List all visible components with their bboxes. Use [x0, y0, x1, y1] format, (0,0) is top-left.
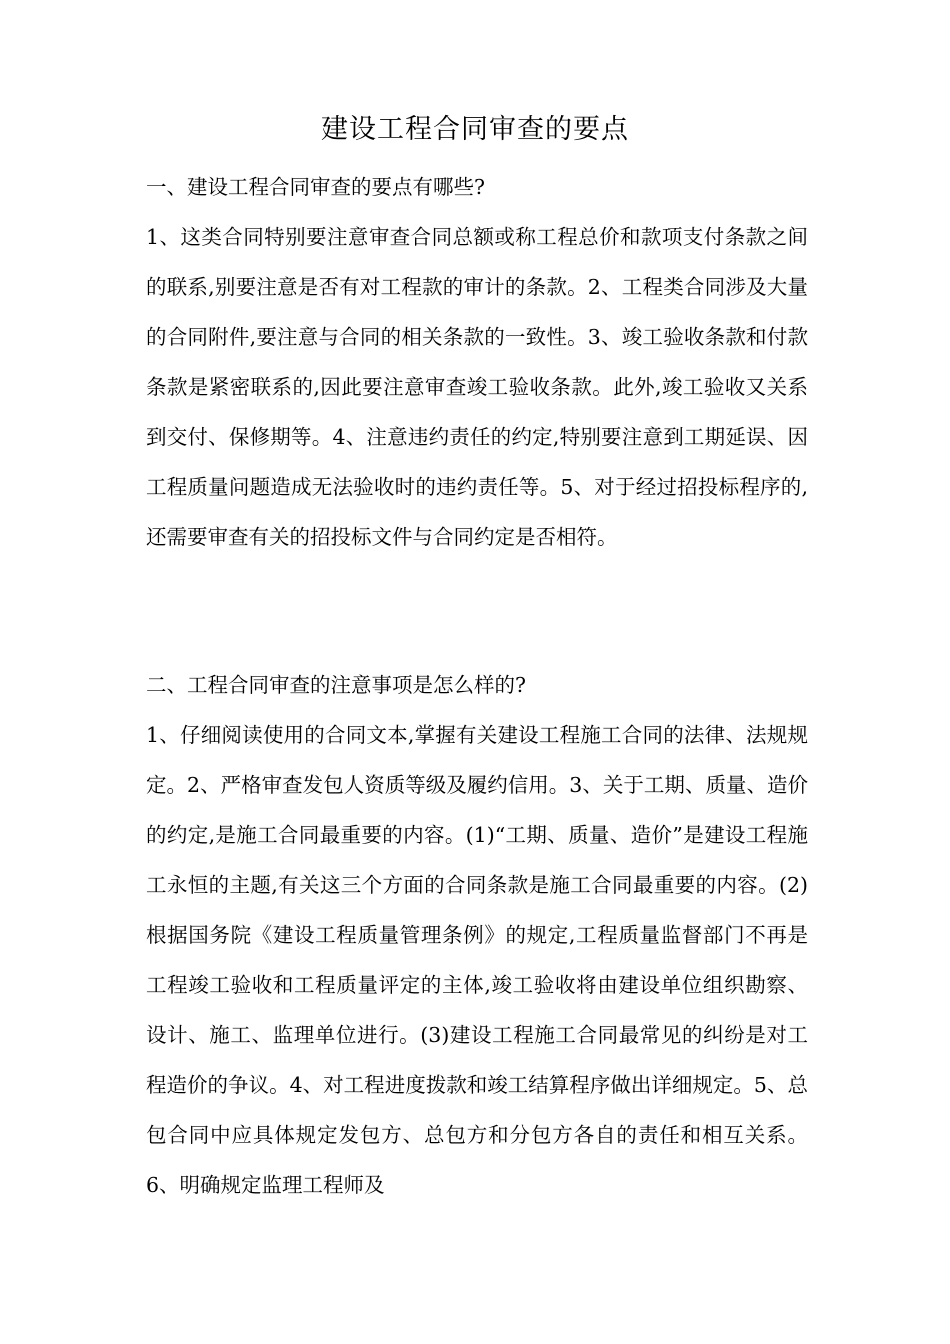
section-1-body: 1、这类合同特别要注意审查合同总额或称工程总价和款项支付条款之间的联系,别要注意是否有对工程款的审计的条款。2、工程类合同涉及大量的合同附件,要注意与合同的相关条款的一致性。3、竣工验收条款和付款条款是紧密联系的,因此要注意审查竣工验收条款。此外,竣工验收又关系到交付、保修期等。4、注意违约责任的约定,特别要注意到工期延误、因工程质量问题造成无法验收时的违约责任等。5、对于经过招投标程序的,还需要审查有关的招投标文件与合同约定是否相符。 — [146, 225, 808, 549]
section-2-heading: 二、工程合同审查的注意事项是怎么样的? — [146, 673, 526, 697]
section-2-body: 1、仔细阅读使用的合同文本,掌握有关建设工程施工合同的法律、法规规定。2、严格审查发包人资质等级及履约信用。3、关于工期、质量、造价的约定,是施工合同最重要的内容。(1)“工期、质量、造价”是建设工程施工永恒的主题,有关这三个方面的合同条款是施工合同最重要的内容。(2)根据国务院《建设工程质量管理条例》的规定,工程质量监督部门不再是工程竣工验收和工程质量评定的主体,竣工验收将由建设单位组织勘察、设计、施工、监理单位进行。(3)建设工程施工合同最常见的纠纷是对工程造价的争议。4、对工程进度拨款和竣工结算程序做出详细规定。5、总包合同中应具体规定发包方、总包方和分包方各自的责任和相互关系。6、明确规定监理工程师及 — [146, 723, 808, 1197]
document-title: 建设工程合同审查的要点 — [321, 114, 629, 145]
section-1 — [146, 162, 808, 562]
section-2 — [146, 660, 808, 1210]
section-1-heading: 一、建设工程合同审查的要点有哪些? — [146, 175, 485, 199]
